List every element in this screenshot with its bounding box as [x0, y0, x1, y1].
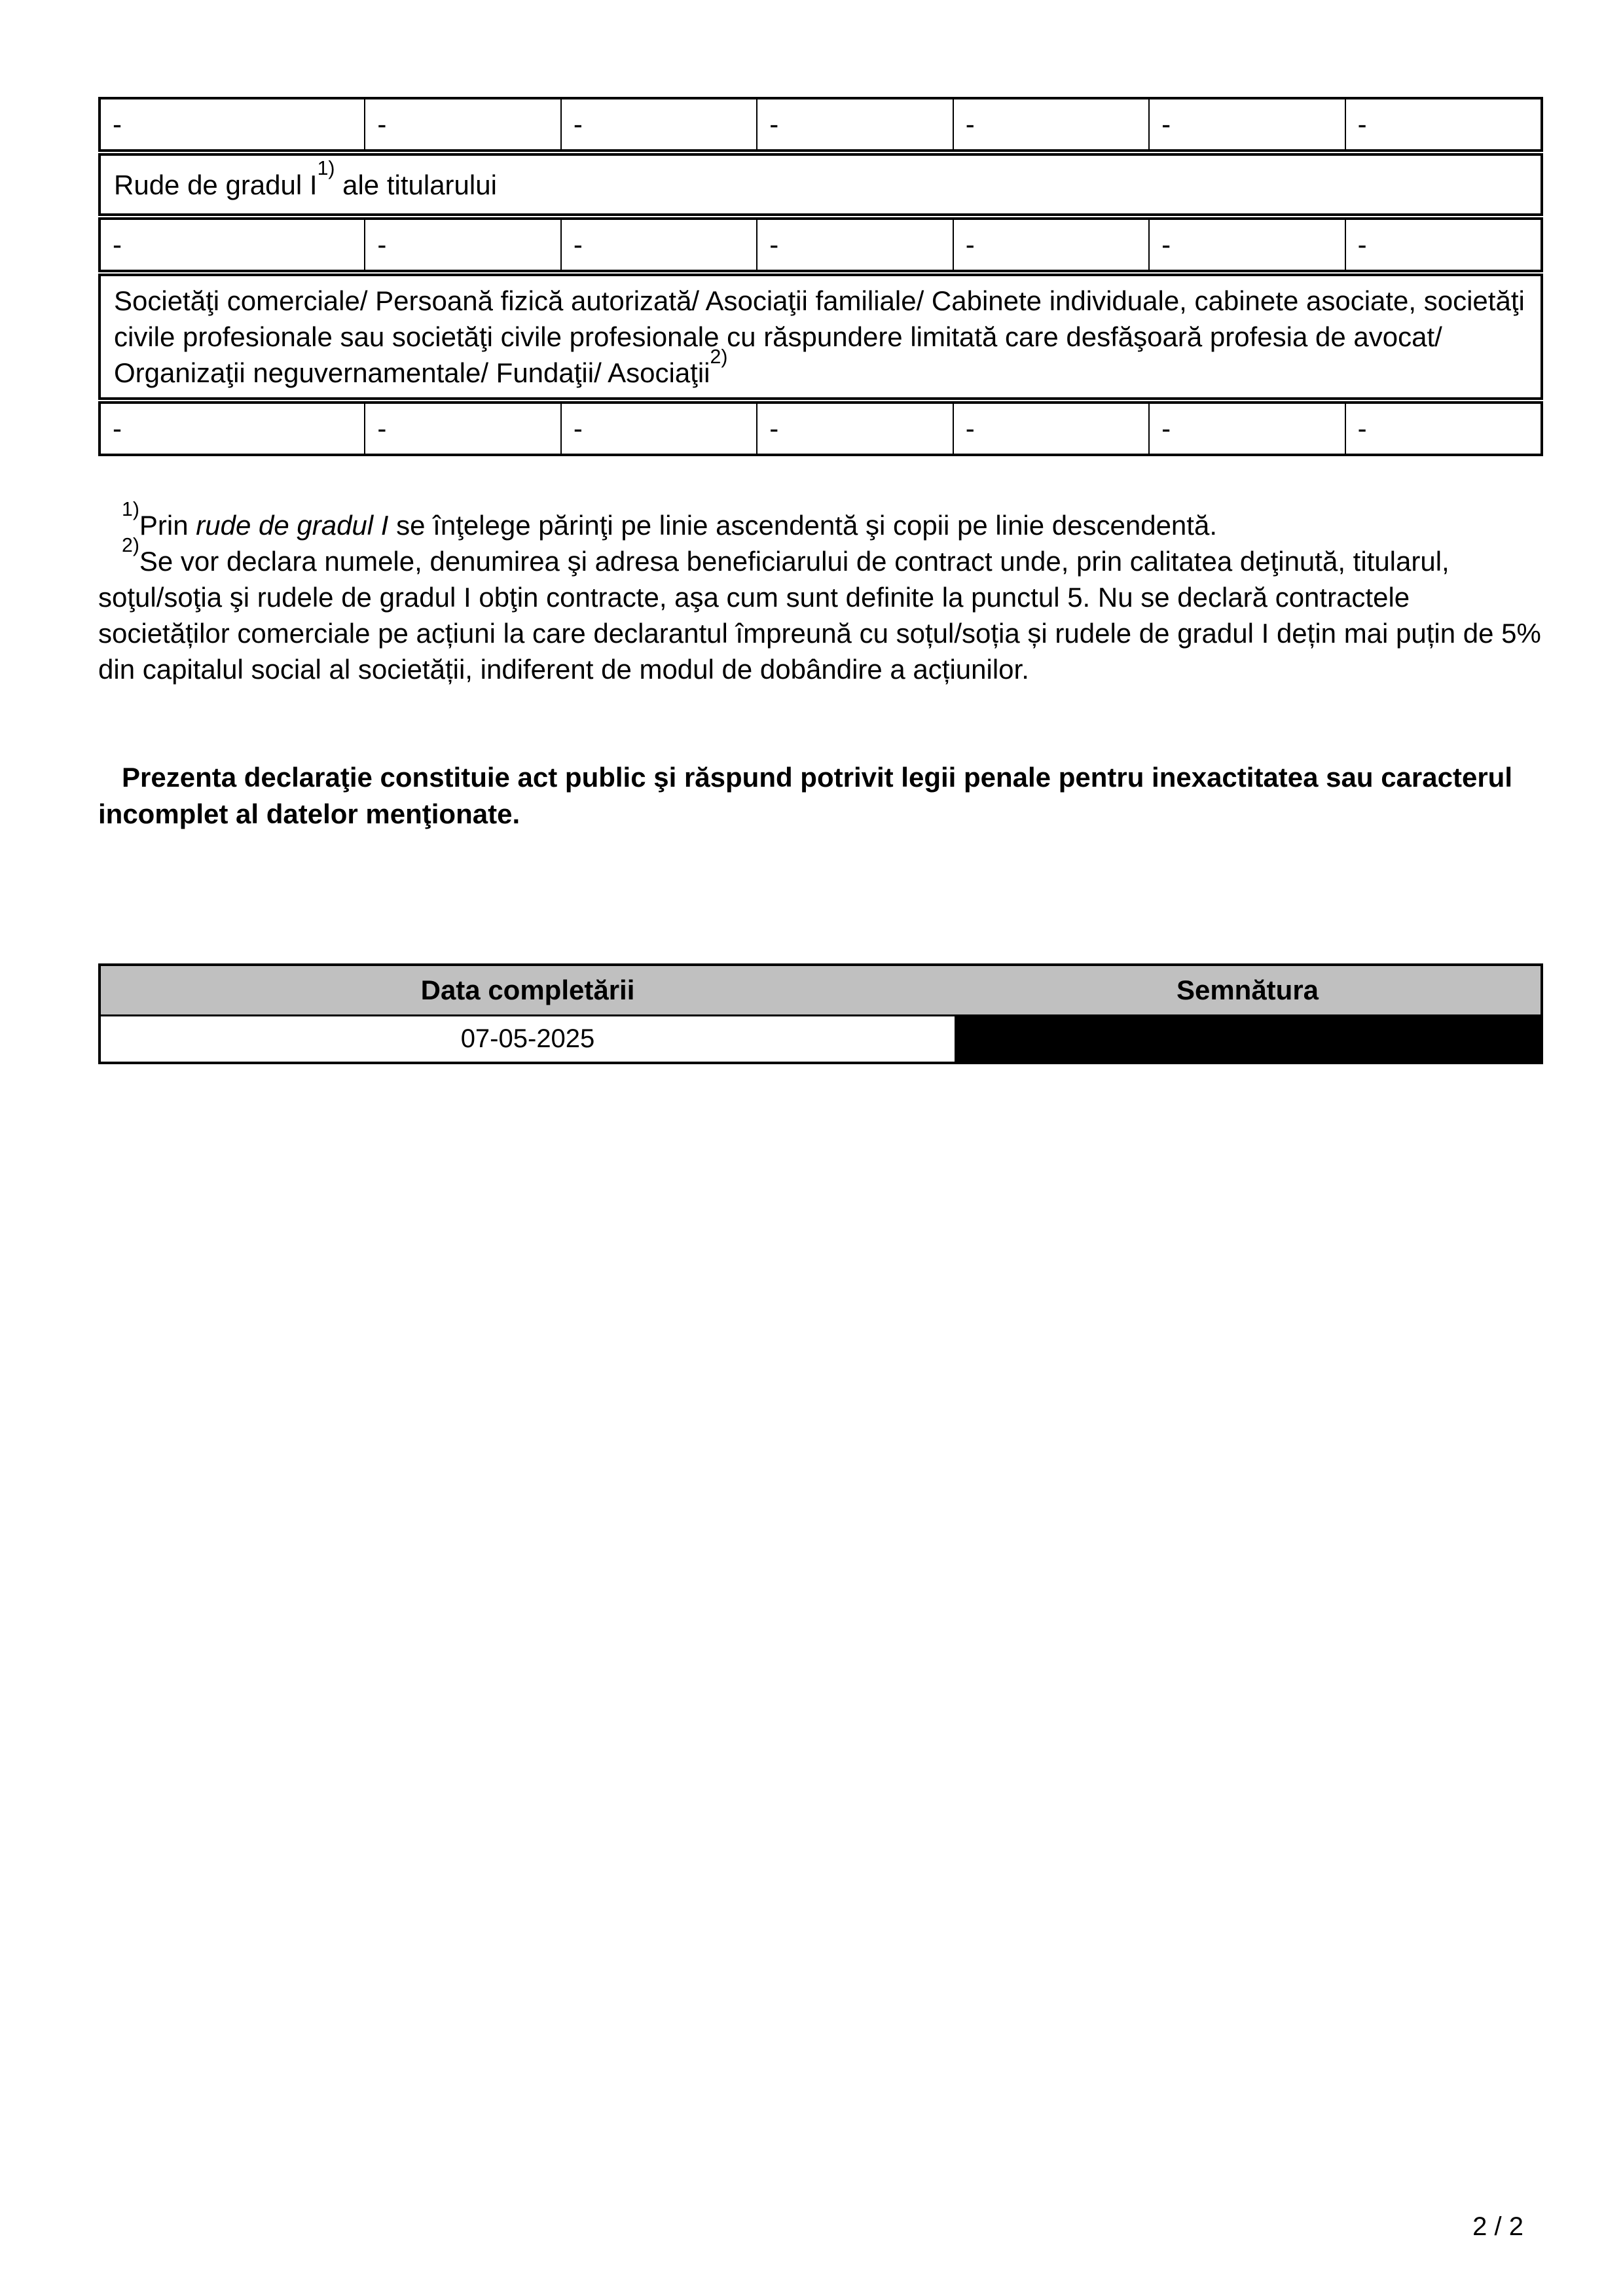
table-cell: - [1148, 220, 1344, 270]
table-cell: - [364, 99, 560, 149]
signature-table-row [101, 1016, 1541, 1062]
table-cell: - [113, 109, 122, 139]
table-cell: - [560, 404, 756, 454]
table-cell: - [1345, 220, 1541, 270]
footnote-1: $^{1)}$Prin rude de gradul I se înţelege părinţi pe linie ascendentă şi copii pe linie descendentă. [122, 498, 1217, 541]
table-cell: - [560, 99, 756, 149]
table-cell: - [756, 99, 952, 149]
header-semnatura: Semnătura [1176, 975, 1319, 1005]
table-cell: - [953, 404, 1148, 454]
footnotes [98, 498, 1543, 687]
footnote-1-italic-term: rude de gradul I [196, 510, 389, 541]
signature-redacted-box [955, 1016, 1541, 1062]
table-cell: - [1148, 404, 1344, 454]
table-cell: - [560, 220, 756, 270]
footnote-ref-2: 2) [710, 346, 728, 368]
footnote-2-marker: 2) [122, 534, 139, 556]
table-cell: - [756, 220, 952, 270]
section-row-rude-gradul-1 [98, 153, 1543, 216]
footnote-1-marker: 1) [122, 498, 139, 520]
header-date-completarii: Data completării [420, 975, 635, 1005]
table-cell: - [364, 404, 560, 454]
table-cell: - [953, 99, 1148, 149]
table-cell: - [113, 229, 122, 260]
table-cell: - [1148, 99, 1344, 149]
table-cell: - [756, 404, 952, 454]
section-label: Societăţi comerciale/ Persoană fizică autorizată/ Asociaţii familiale/ Cabinete individuale, cabinete asociate, societăţi civile profesionale sau societăţi civile profesionale cu răspundere limitată care desfăşoară profesia de avocat/ Organizaţii neguvernamentale/ Fundaţii/ Asociaţii$^{2)}$ [114, 285, 1525, 388]
footnote-2: $^{2)}$Se vor declara numele, denumirea şi adresa beneficiarului de contract unde, prin calitatea deţinută, titularul, soţul/soţia şi rudele de gradul I obţin contracte, aşa cum sunt definite la punctul 5. Nu se declară contractele societăților comerciale pe acțiuni la care declarantul împreună cu soțul/soția și rudele de gradul I dețin mai puțin de 5% din capitalul social al societății, indiferent de modul de dobândire a acțiunilor. [98, 534, 1541, 685]
table-cell: - [113, 413, 122, 444]
table-row-dashes-1 [98, 97, 1543, 152]
table-cell: - [364, 220, 560, 270]
section-row-societati [98, 274, 1543, 400]
section-label: Rude de gradul $I^{1)}$ ale titularului [114, 158, 497, 200]
legal-declaration-paragraph: Prezenta declaraţie constituie act public şi răspund potrivit legii penale pentru inexactitatea sau caracterul incomplet al datelor menţionate. [98, 762, 1512, 829]
page-number: 2 / 2 [1472, 2212, 1523, 2241]
date-value: 07-05-2025 [101, 1016, 955, 1062]
table-cell: - [953, 220, 1148, 270]
signature-table-header [101, 966, 1541, 1016]
table-cell: - [1345, 99, 1541, 149]
signature-table [98, 963, 1543, 1064]
contracts-table [98, 97, 1543, 456]
footnote-ref-1: 1) [317, 158, 335, 179]
table-row-dashes-2 [98, 217, 1543, 272]
table-cell: - [1345, 404, 1541, 454]
table-row-dashes-3 [98, 401, 1543, 456]
